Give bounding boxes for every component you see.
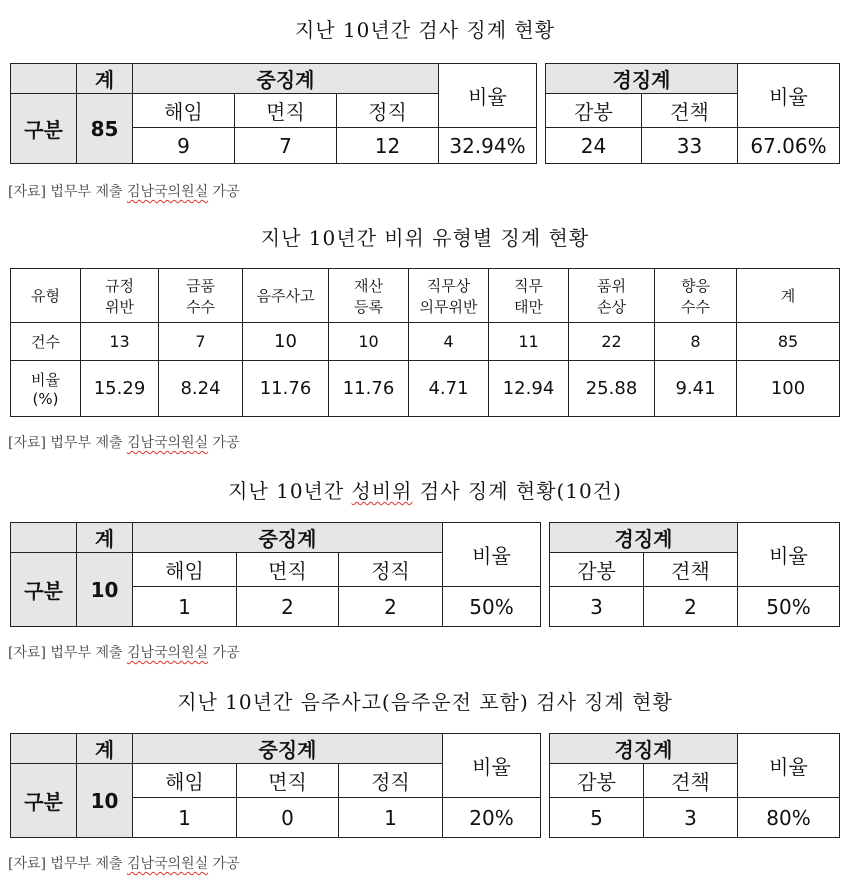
col-dismissal: 해임 [133, 553, 237, 587]
col-discharge: 면직 [237, 764, 339, 798]
col-pay-cut: 감봉 [550, 764, 644, 798]
count-total: 85 [737, 323, 840, 361]
ratio-header: 비율 [738, 734, 840, 798]
cell: 9 [133, 128, 235, 164]
count-cell: 22 [569, 323, 655, 361]
cell: 3 [550, 587, 644, 627]
cell: 2 [339, 587, 443, 627]
total-value: 85 [77, 94, 133, 164]
cell-ratio: 50% [443, 587, 541, 627]
row-label: 구분 [11, 94, 77, 164]
cell-ratio: 80% [738, 798, 840, 838]
ratio-header: 비율 [439, 64, 537, 128]
table3-title: 지난 10년간 성비위 검사 징계 현황(10건) [228, 479, 622, 503]
ratio-cell: 15.29 [81, 361, 159, 417]
table3-heavy [10, 522, 541, 627]
table2-by-type [10, 268, 840, 417]
total-col: 계 [737, 269, 840, 323]
count-cell: 4 [409, 323, 489, 361]
table4-title: 지난 10년간 음주사고(음주운전 포함) 검사 징계 현황 [177, 690, 673, 714]
col-pay-cut: 감봉 [550, 553, 644, 587]
heavy-header: 중징계 [133, 523, 443, 553]
cell: 1 [339, 798, 443, 838]
row-label: 구분 [11, 764, 77, 838]
type-header: 유형 [11, 269, 81, 323]
ratio-cell: 11.76 [243, 361, 329, 417]
cell-ratio: 32.94% [439, 128, 537, 164]
count-cell: 8 [655, 323, 737, 361]
col-pay-cut: 감봉 [546, 94, 642, 128]
type-col: 금품 수수 [159, 269, 243, 323]
cell: 33 [642, 128, 738, 164]
cell: 12 [337, 128, 439, 164]
count-cell: 11 [489, 323, 569, 361]
table4-light [549, 733, 840, 838]
cell: 0 [237, 798, 339, 838]
col-reprimand: 견책 [644, 764, 738, 798]
total-header: 계 [77, 734, 133, 764]
source-note: [자료] 법무부 제출 김남국의원실 가공 [8, 184, 240, 200]
type-col: 재산 등록 [329, 269, 409, 323]
total-header: 계 [77, 523, 133, 553]
count-cell: 13 [81, 323, 159, 361]
cell: 5 [550, 798, 644, 838]
type-col: 직무상 의무위반 [409, 269, 489, 323]
col-reprimand: 견책 [642, 94, 738, 128]
ratio-cell: 9.41 [655, 361, 737, 417]
ratio-cell: 25.88 [569, 361, 655, 417]
cell: 1 [133, 587, 237, 627]
cell: 2 [644, 587, 738, 627]
ratio-cell: 12.94 [489, 361, 569, 417]
cell: 7 [235, 128, 337, 164]
table1-heavy [10, 63, 537, 164]
cell: 3 [644, 798, 738, 838]
col-discharge: 면직 [235, 94, 337, 128]
ratio-total: 100 [737, 361, 840, 417]
heavy-header: 중징계 [133, 64, 439, 94]
source-note: [자료] 법무부 제출 김남국의원실 가공 [8, 645, 240, 661]
count-label: 건수 [11, 323, 81, 361]
light-header: 경징계 [546, 64, 738, 94]
ratio-header: 비율 [443, 734, 541, 798]
row-label: 구분 [11, 553, 77, 627]
count-cell: 10 [329, 323, 409, 361]
total-header: 계 [77, 64, 133, 94]
light-header: 경징계 [550, 734, 738, 764]
ratio-cell: 4.71 [409, 361, 489, 417]
source-note: [자료] 법무부 제출 김남국의원실 가공 [8, 435, 240, 451]
table4-heavy [10, 733, 541, 838]
cell: 2 [237, 587, 339, 627]
total-value: 10 [77, 553, 133, 627]
ratio-header: 비율 [738, 523, 840, 587]
type-col: 음주사고 [243, 269, 329, 323]
col-suspension: 정직 [339, 764, 443, 798]
ratio-cell: 11.76 [329, 361, 409, 417]
ratio-header: 비율 [443, 523, 541, 587]
light-header: 경징계 [550, 523, 738, 553]
table1-title: 지난 10년간 검사 징계 현황 [294, 18, 556, 42]
count-cell: 10 [243, 323, 329, 361]
type-col: 향응 수수 [655, 269, 737, 323]
col-suspension: 정직 [337, 94, 439, 128]
cell: 24 [546, 128, 642, 164]
ratio-cell: 8.24 [159, 361, 243, 417]
cell-ratio: 67.06% [738, 128, 840, 164]
type-col: 품위 손상 [569, 269, 655, 323]
col-suspension: 정직 [339, 553, 443, 587]
cell: 1 [133, 798, 237, 838]
type-col: 규정 위반 [81, 269, 159, 323]
heavy-header: 중징계 [133, 734, 443, 764]
col-reprimand: 견책 [644, 553, 738, 587]
table1-light [545, 63, 840, 164]
col-dismissal: 해임 [133, 764, 237, 798]
count-cell: 7 [159, 323, 243, 361]
ratio-header: 비율 [738, 64, 840, 128]
total-value: 10 [77, 764, 133, 838]
col-dismissal: 해임 [133, 94, 235, 128]
ratio-label: 비율 (%) [11, 361, 81, 417]
source-note: [자료] 법무부 제출 김남국의원실 가공 [8, 856, 240, 872]
table2-title: 지난 10년간 비위 유형별 징계 현황 [260, 226, 590, 250]
table3-light [549, 522, 840, 627]
col-discharge: 면직 [237, 553, 339, 587]
cell-ratio: 20% [443, 798, 541, 838]
cell-ratio: 50% [738, 587, 840, 627]
type-col: 직무 태만 [489, 269, 569, 323]
